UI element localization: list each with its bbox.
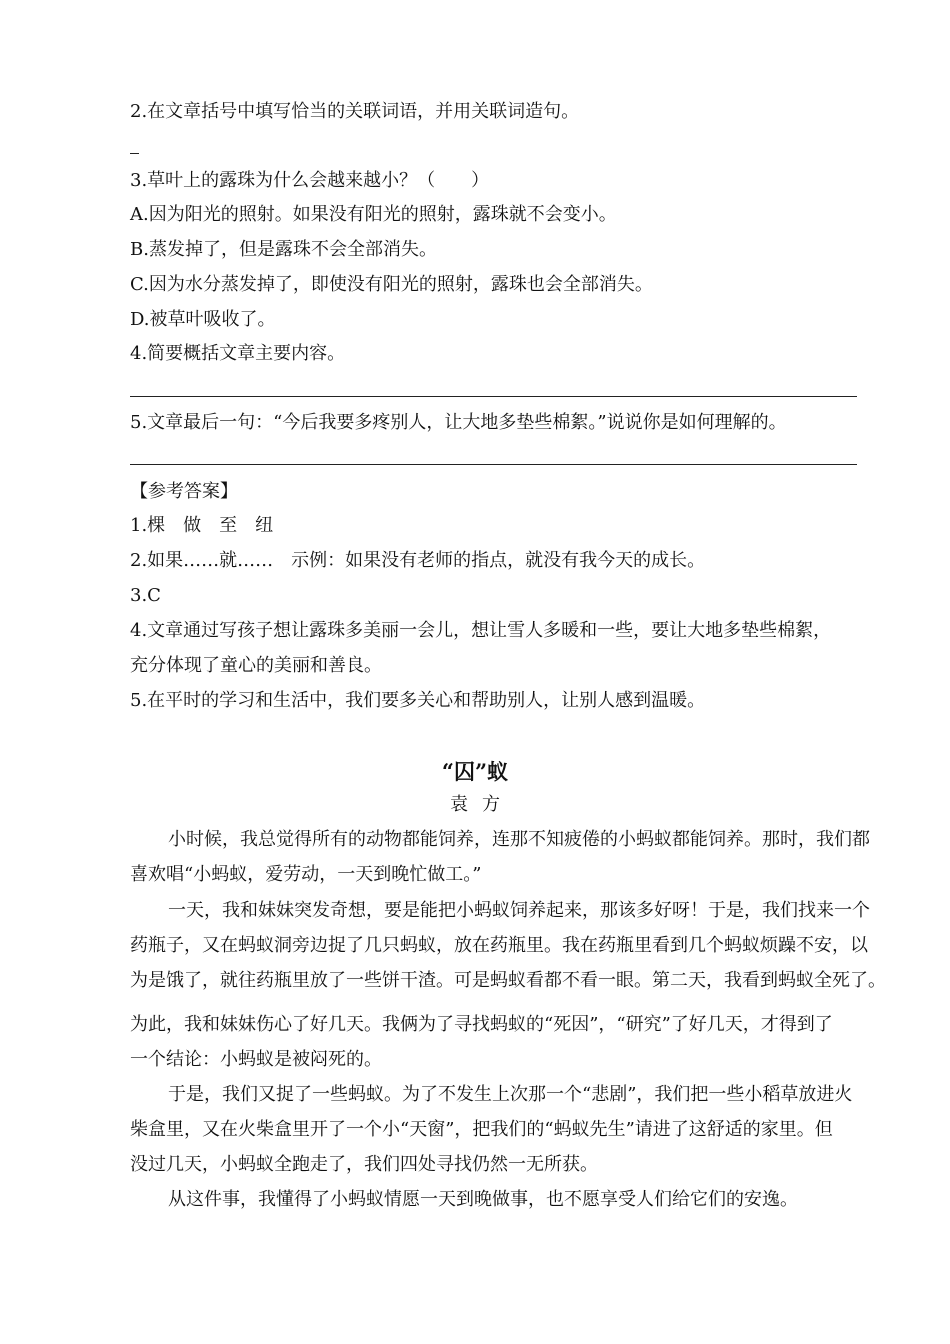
article-author: 袁方 (450, 794, 514, 815)
answer-1: 1.棵 做 至 纽 (130, 515, 274, 536)
paragraph-3-line-3: 没过几天，小蚂蚁全跑走了，我们四处寻找仍然一无所获。 (130, 1154, 598, 1175)
paragraph-3-line-1: 于是，我们又捉了一些蚂蚁。为了不发生上次那一个“悲剧”，我们把一些小稻草放进火 (168, 1084, 853, 1105)
paragraph-3-line-2: 柴盒里，又在火柴盒里开了一个小“天窗”，把我们的“蚂蚁先生”请进了这舒适的家里。但 (130, 1119, 833, 1140)
question-5: 5.文章最后一句：“今后我要多疼别人，让大地多垫些棉絮。”说说你是如何理解的。 (130, 412, 787, 433)
paragraph-4-line-1: 从这件事，我懂得了小蚂蚁情愿一天到晚做事，也不愿享受人们给它们的安逸。 (168, 1189, 798, 1210)
paragraph-2-line-4: 为此，我和妹妹伤心了好几天。我俩为了寻找蚂蚁的“死因”，“研究”了好几天，才得到了 (130, 1014, 833, 1035)
option-c: C.因为水分蒸发掉了，即使没有阳光的照射，露珠也会全部消失。 (130, 274, 653, 295)
answer-5: 5.在平时的学习和生活中，我们要多关心和帮助别人，让别人感到温暖。 (130, 690, 706, 711)
paragraph-2-line-2: 药瓶子，又在蚂蚁洞旁边捉了几只蚂蚁，放在药瓶里。我在药瓶里看到几个蚂蚁烦躁不安，以 (130, 935, 868, 956)
paragraph-2-line-3: 为是饿了，就往药瓶里放了一些饼干渣。可是蚂蚁看都不看一眼。第二天，我看到蚂蚁全死了。 (130, 970, 886, 991)
option-d: D.被草叶吸收了。 (130, 309, 276, 330)
answer-3: 3.C (130, 585, 161, 606)
paragraph-1-line-2: 喜欢唱“小蚂蚁，爱劳动，一天到晚忙做工。” (130, 864, 482, 885)
paragraph-2-line-5: 一个结论：小蚂蚁是被闷死的。 (130, 1049, 382, 1070)
answer-heading: 【参考答案】 (130, 481, 238, 502)
answer-line-q5 (130, 464, 857, 465)
answer-2: 2.如果……就…… 示例：如果没有老师的指点，就没有我今天的成长。 (130, 550, 706, 571)
answer-blank-q2 (130, 153, 139, 154)
question-2: 2.在文章括号中填写恰当的关联词语，并用关联词造句。 (130, 101, 580, 122)
answer-4-line-2: 充分体现了童心的美丽和善良。 (130, 655, 382, 676)
answer-4-line-1: 4.文章通过写孩子想让露珠多美丽一会儿，想让雪人多暖和一些，要让大地多垫些棉絮， (130, 620, 832, 641)
answer-line-q4 (130, 396, 857, 397)
paragraph-2-line-1: 一天，我和妹妹突发奇想，要是能把小蚂蚁饲养起来，那该多好呀！于是，我们找来一个 (168, 900, 870, 921)
option-a: A.因为阳光的照射。如果没有阳光的照射，露珠就不会变小。 (130, 204, 617, 225)
option-b: B.蒸发掉了，但是露珠不会全部消失。 (130, 239, 437, 260)
question-4: 4.简要概括文章主要内容。 (130, 343, 346, 364)
article-title: “囚”蚁 (441, 759, 509, 784)
paragraph-1-line-1: 小时候，我总觉得所有的动物都能饲养，连那不知疲倦的小蚂蚁都能饲养。那时，我们都 (168, 829, 870, 850)
question-3: 3.草叶上的露珠为什么会越来越小？（ ） (130, 170, 490, 191)
